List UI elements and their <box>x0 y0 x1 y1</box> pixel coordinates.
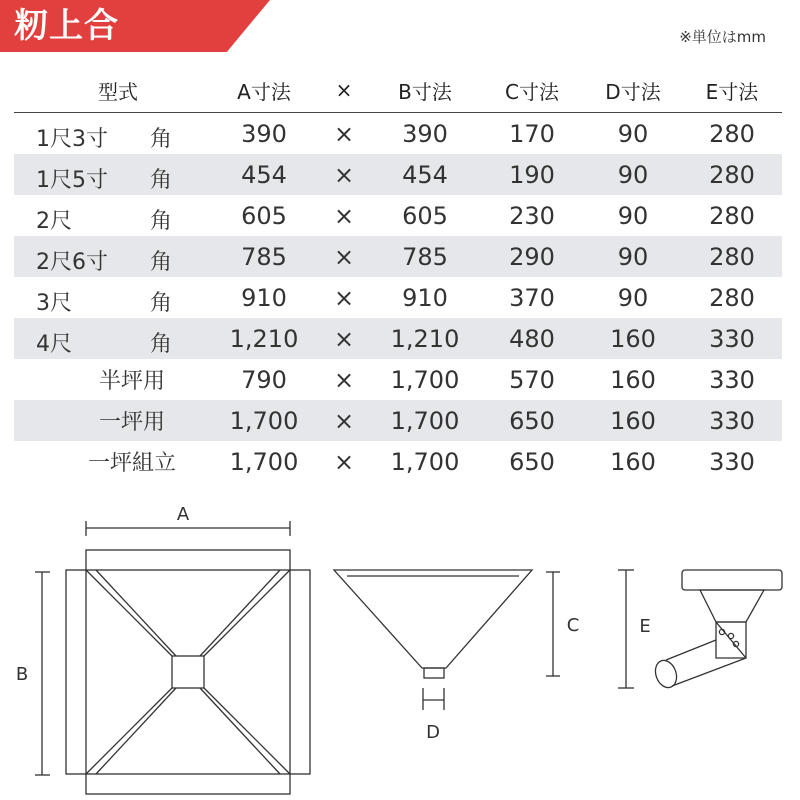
header-e: E寸法 <box>682 68 782 113</box>
model-cell <box>14 318 210 359</box>
b-value: 785 <box>370 236 480 277</box>
label-c: C <box>566 615 580 636</box>
model-cell <box>14 195 210 236</box>
side-view-diagram <box>334 570 579 743</box>
spec-table <box>14 68 782 482</box>
unit-note: ※単位はmm <box>679 28 766 46</box>
header-x: × <box>318 68 370 113</box>
model-name: 4尺 <box>36 332 72 357</box>
table-row <box>14 441 782 482</box>
table-row <box>14 359 782 400</box>
model-suffix: 角 <box>150 291 173 316</box>
c-value: 290 <box>480 236 584 277</box>
label-d: D <box>426 722 440 743</box>
label-a: A <box>176 504 190 525</box>
table-row <box>14 318 782 359</box>
table-row <box>14 113 782 155</box>
a-value: 1,700 <box>210 400 318 441</box>
times-sign: × <box>333 283 355 312</box>
model-name: 半坪用 <box>98 369 165 394</box>
table-row <box>14 400 782 441</box>
spout-view-diagram <box>618 570 782 691</box>
b-value: 910 <box>402 283 448 312</box>
model-name: 一坪用 <box>98 410 165 435</box>
label-b: B <box>15 664 29 685</box>
c-value: 570 <box>509 365 555 394</box>
model-cell <box>14 359 210 400</box>
header-b: B寸法 <box>370 68 480 113</box>
b-value: 1,210 <box>370 318 480 359</box>
d-value: 90 <box>617 201 649 230</box>
a-value: 910 <box>241 283 287 312</box>
c-value: 650 <box>509 447 555 476</box>
header-c: C寸法 <box>480 68 584 113</box>
e-value: 280 <box>709 283 755 312</box>
header-a: A寸法 <box>210 68 318 113</box>
b-value: 1,700 <box>370 400 480 441</box>
e-value: 330 <box>709 365 755 394</box>
model-cell <box>14 236 210 277</box>
table-row <box>14 277 782 318</box>
a-value: 1,210 <box>210 318 318 359</box>
b-value: 454 <box>370 154 480 195</box>
b-value: 605 <box>402 201 448 230</box>
e-value: 280 <box>682 154 782 195</box>
d-value: 90 <box>617 283 649 312</box>
d-value: 160 <box>584 400 682 441</box>
model-cell <box>14 400 210 441</box>
table-row <box>14 236 782 277</box>
model-name: 3尺 <box>36 291 72 316</box>
model-name: 1尺3寸 <box>36 127 108 152</box>
e-value: 330 <box>709 447 755 476</box>
a-value: 454 <box>210 154 318 195</box>
d-value: 160 <box>584 318 682 359</box>
model-suffix: 角 <box>150 250 173 275</box>
a-value: 1,700 <box>229 447 299 476</box>
times-sign: × <box>333 119 355 148</box>
model-cell <box>14 154 210 195</box>
e-value: 330 <box>682 400 782 441</box>
label-e: E <box>639 616 651 637</box>
e-value: 280 <box>709 201 755 230</box>
model-cell <box>14 277 210 318</box>
top-view-diagram <box>16 504 310 794</box>
d-value: 90 <box>584 236 682 277</box>
model-name: 2尺 <box>36 209 72 234</box>
b-value: 1,700 <box>390 365 460 394</box>
a-value: 790 <box>241 365 287 394</box>
b-value: 390 <box>402 119 448 148</box>
model-name: 1尺5寸 <box>36 168 108 193</box>
times-sign: × <box>333 447 355 476</box>
a-value: 785 <box>210 236 318 277</box>
d-value: 160 <box>610 447 656 476</box>
times-sign: × <box>318 318 370 359</box>
c-value: 190 <box>480 154 584 195</box>
d-value: 90 <box>584 154 682 195</box>
e-value: 280 <box>709 119 755 148</box>
c-value: 650 <box>480 400 584 441</box>
model-suffix: 角 <box>150 127 173 152</box>
b-value: 1,700 <box>390 447 460 476</box>
table-row <box>14 195 782 236</box>
model-cell <box>14 441 210 482</box>
e-value: 330 <box>682 318 782 359</box>
model-name: 一坪組立 <box>87 451 176 476</box>
table-row <box>14 154 782 195</box>
e-value: 280 <box>682 236 782 277</box>
c-value: 170 <box>509 119 555 148</box>
table-header-row <box>14 68 782 113</box>
a-value: 390 <box>241 119 287 148</box>
dimension-diagrams <box>0 500 800 800</box>
c-value: 230 <box>509 201 555 230</box>
a-value: 605 <box>241 201 287 230</box>
model-suffix: 角 <box>150 209 173 234</box>
header-d: D寸法 <box>584 68 682 113</box>
model-suffix: 角 <box>150 332 173 357</box>
times-sign: × <box>333 201 355 230</box>
c-value: 370 <box>509 283 555 312</box>
model-name: 2尺6寸 <box>36 250 108 275</box>
c-value: 480 <box>480 318 584 359</box>
model-suffix: 角 <box>150 168 173 193</box>
header-model: 型式 <box>14 68 210 113</box>
times-sign: × <box>318 154 370 195</box>
d-value: 160 <box>610 365 656 394</box>
page-title: 籾上合 <box>14 6 119 46</box>
times-sign: × <box>318 236 370 277</box>
model-cell <box>14 113 210 155</box>
times-sign: × <box>318 400 370 441</box>
d-value: 90 <box>617 119 649 148</box>
times-sign: × <box>333 365 355 394</box>
